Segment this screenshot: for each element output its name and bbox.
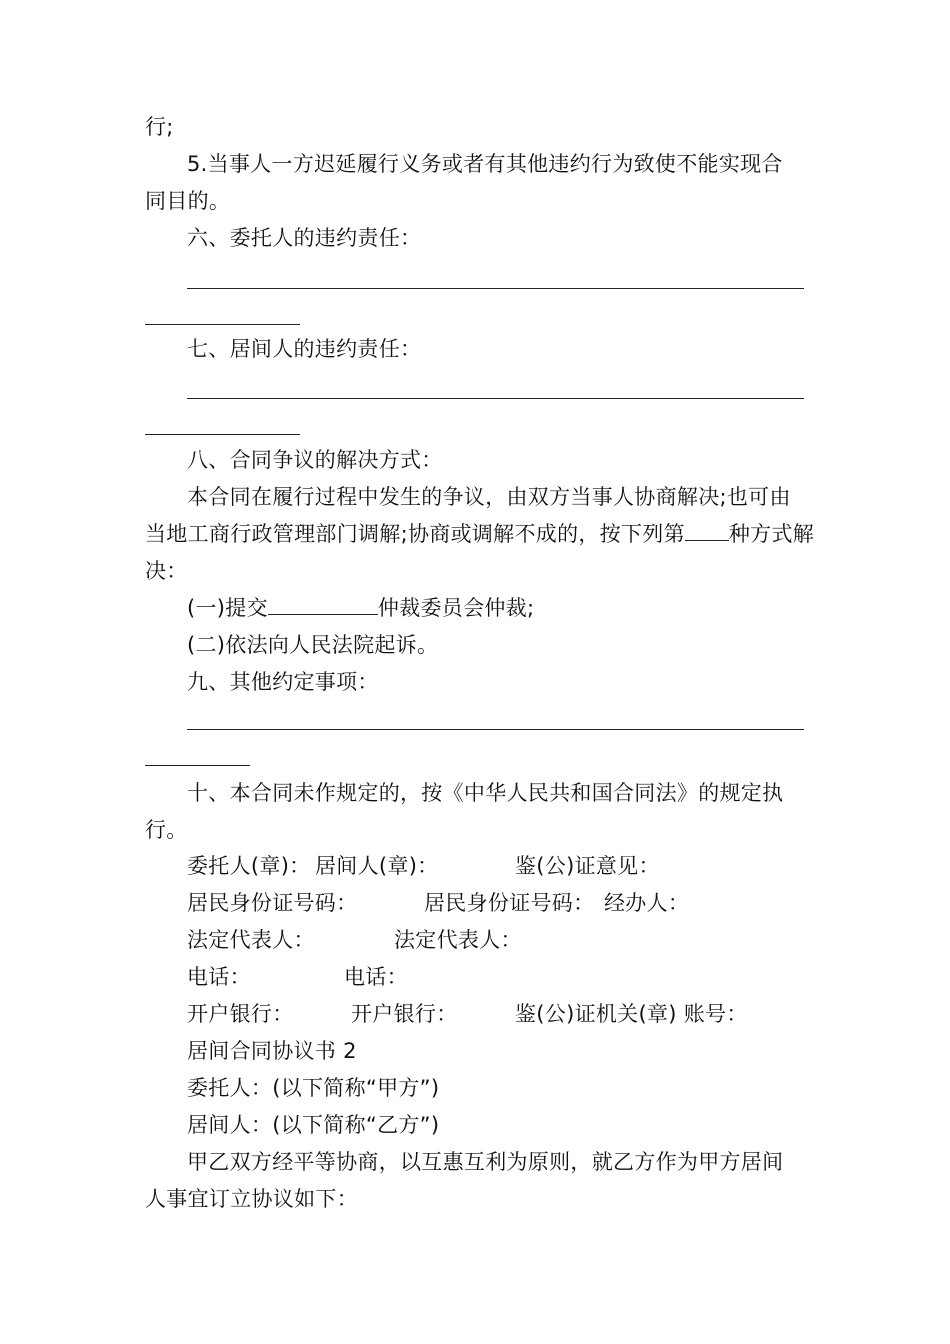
second-agreement-intro-line-2: 人事宜订立协议如下：: [145, 1187, 358, 1211]
option-2: (二)依法向人民法院起诉。: [187, 633, 439, 657]
fill-blank-line: [145, 434, 300, 435]
signature-principal-rep: 法定代表人：: [187, 928, 315, 952]
second-agreement-title: 居间合同协议书 2: [187, 1039, 357, 1063]
signature-broker-bank: 开户银行：: [351, 1002, 458, 1026]
fill-blank: [268, 594, 378, 615]
dispute-paragraph-line-3: 决：: [145, 559, 188, 583]
second-agreement-intro-line-1: 甲乙双方经平等协商，以互惠互利为原则，就乙方作为甲方居间: [187, 1150, 784, 1174]
second-agreement-broker: 居间人：(以下简称“乙方”): [187, 1113, 440, 1137]
signature-broker-rep: 法定代表人：: [394, 928, 522, 952]
fill-blank-line: [145, 324, 300, 325]
text-line: 行;: [145, 115, 174, 139]
signature-broker-seal: 居间人(章)：: [315, 854, 439, 878]
fill-blank-line: [145, 765, 250, 766]
section-7-heading: 七、居间人的违约责任：: [187, 337, 422, 361]
fill-blank: [685, 520, 729, 541]
section-9-heading: 九、其他约定事项：: [187, 670, 379, 694]
fill-blank-line: [187, 398, 804, 399]
signature-principal-id: 居民身份证号码：: [187, 891, 358, 915]
section-6-heading: 六、委托人的违约责任：: [187, 226, 422, 250]
option-1: (一)提交 仲裁委员会仲裁;: [187, 596, 535, 620]
section-10-line-2: 行。: [145, 818, 188, 842]
section-8-heading: 八、合同争议的解决方式：: [187, 448, 443, 472]
dispute-paragraph-line-2: 当地工商行政管理部门调解;协商或调解不成的，按下列第 种方式解: [145, 522, 815, 546]
signature-principal-seal: 委托人(章)：: [187, 854, 311, 878]
clause-5-line-1: 5.当事人一方迟延履行义务或者有其他违约行为致使不能实现合: [187, 152, 783, 176]
section-10-line-1: 十、本合同未作规定的，按《中华人民共和国合同法》的规定执: [187, 781, 784, 805]
signature-handler: 经办人：: [604, 891, 690, 915]
signature-principal-bank: 开户银行：: [187, 1002, 294, 1026]
signature-principal-phone: 电话：: [187, 965, 251, 989]
second-agreement-principal: 委托人：(以下简称“甲方”): [187, 1076, 440, 1100]
signature-notary-opinion: 鉴(公)证意见：: [515, 854, 660, 878]
signature-notary-office: 鉴(公)证机关(章) 账号：: [515, 1002, 748, 1026]
dispute-paragraph-line-1: 本合同在履行过程中发生的争议，由双方当事人协商解决;也可由: [187, 485, 791, 509]
signature-broker-phone: 电话：: [344, 965, 408, 989]
fill-blank-line: [187, 288, 804, 289]
signature-broker-id: 居民身份证号码：: [424, 891, 595, 915]
clause-5-line-2: 同目的。: [145, 189, 231, 213]
fill-blank-line: [187, 729, 804, 730]
